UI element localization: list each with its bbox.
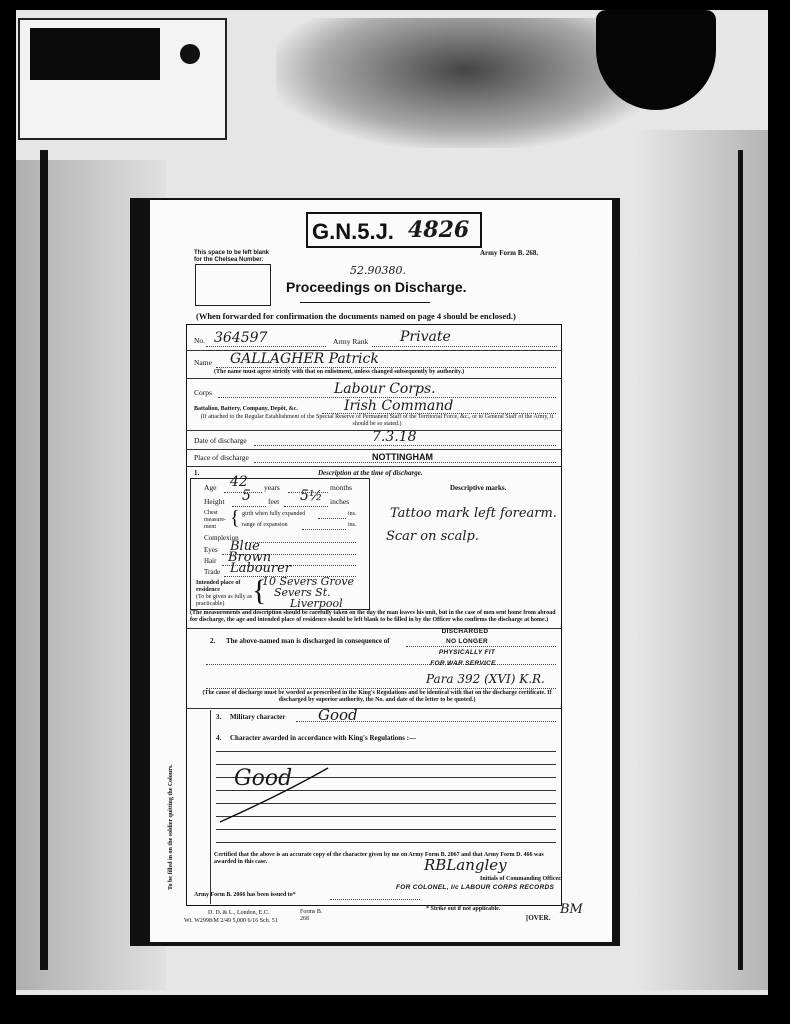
title-underline: [300, 302, 430, 303]
residence-label: Intended place of residence: [196, 580, 241, 593]
character-line: [216, 751, 556, 752]
marks-line-1: Tattoo mark left forearm.: [390, 506, 557, 521]
date-of-discharge: 7.3.18: [372, 429, 417, 445]
military-character-label: Military character: [230, 713, 286, 721]
range-ins-label: ins.: [348, 522, 357, 528]
marks-line-2: Scar on scalp.: [386, 529, 479, 544]
complexion-line: [246, 542, 356, 543]
clerk-initials: BM: [560, 902, 583, 917]
discharge-note: (The cause of discharge must be worded as prescribed in the King's Regulations and be identical with that on the discharge certificate. If discharged by superior authority, the No. and date of the letter to be quoted.): [202, 690, 552, 703]
colours-side-note: To be filled in on the soldier quitting the Colours.: [168, 764, 174, 890]
hair-label: Hair: [204, 557, 217, 565]
residence-line-3: Liverpool: [290, 597, 343, 610]
reference-number: 4826: [408, 217, 470, 243]
unit-label: Battalion, Battery, Company, Depôt, &c.: [194, 406, 298, 412]
discharge-line-2: [206, 664, 556, 665]
marks-label: Descriptive marks.: [450, 484, 507, 492]
co-signature: RBLangley: [424, 856, 507, 874]
folder-edge: [738, 150, 743, 970]
army-form-number: Army Form B. 268.: [480, 249, 539, 257]
character-strike-line: [210, 760, 340, 830]
row-divider: [186, 449, 562, 450]
residence-note: (To be given as fully as practicable): [196, 594, 253, 607]
co-stamp: FOR COLONEL, I/c LABOUR CORPS RECORDS: [396, 884, 555, 891]
place-label: Place of discharge: [194, 453, 249, 462]
name-line: [216, 367, 556, 368]
range-label: range of expansion: [242, 522, 288, 528]
rank-line: [372, 346, 557, 347]
character-awarded-value: Good: [234, 766, 293, 791]
space-note: This space to be left blank for the Chelsea Number.: [194, 250, 270, 263]
corps-label: Corps: [194, 388, 212, 397]
months-label: months: [330, 483, 353, 492]
form-title: Proceedings on Discharge.: [286, 279, 467, 295]
initials-label: Initials of Commanding Officer.: [480, 876, 562, 882]
no-line: [206, 346, 326, 347]
discharge-stamp-1: DISCHARGED: [441, 628, 489, 635]
section-4-number: 4.: [216, 734, 222, 742]
discharge-text: The above-named man is discharged in consequence of: [226, 637, 390, 645]
army-rank: Private: [400, 329, 451, 345]
discharge-paragraph: Para 392 (XVI) K.R.: [426, 672, 545, 686]
inches-label: inches: [330, 497, 350, 506]
feet-label: feet: [268, 497, 280, 506]
corps-value: Labour Corps.: [334, 381, 436, 397]
eyes-value: Blue: [230, 539, 260, 554]
description-heading: Description at the time of discharge.: [318, 469, 423, 477]
discharge-stamp-3: PHYSICALLY FIT: [438, 649, 496, 656]
years-label: years: [264, 483, 280, 492]
height-inches: 5½: [300, 488, 323, 504]
girth-line: [318, 518, 346, 519]
trade-label: Trade: [204, 568, 221, 576]
form-code: Forms B. 268: [300, 909, 323, 922]
place-line: [254, 462, 556, 463]
unit-note: (If attached to the Regular Establishment of the Special Reserve of Permanent Staff of the Territorial Force, &c., or to General Staff of the Army, it should be so stated.): [200, 414, 554, 427]
discharge-form: [150, 200, 612, 942]
name-label: Name: [194, 358, 212, 367]
height-label: Height: [204, 497, 225, 506]
eyes-label: Eyes: [204, 546, 218, 554]
residence-brace: {: [252, 574, 267, 607]
place-of-discharge: NOTTINGHAM: [372, 452, 433, 462]
military-character-value: Good: [318, 706, 358, 724]
date-label: Date of discharge: [194, 436, 247, 445]
file-tab: [18, 18, 227, 140]
hair-value: Brown: [228, 550, 272, 565]
discharge-stamp-4: FOR WAR SERVICE: [430, 660, 496, 667]
row-divider: [186, 708, 562, 709]
section-3-number: 3.: [216, 713, 222, 721]
issued-text: Army Form B. 2066 has been issued to*: [194, 892, 296, 898]
soldier-number: 364597: [214, 330, 268, 346]
height-feet: 5: [242, 488, 251, 504]
name-note: (The name must agree strictly with that on enlistment, unless changed subsequently by authority.): [214, 369, 465, 375]
no-label: No.: [194, 336, 206, 345]
description-footnote: (The measurements and description should be carefully taken on the day the man leaves his unit, but in the case of men sent home from abroad for discharge, the age and intended place of residence should be left blank to be filled in by the Officer who confirms the discharge at home.): [190, 610, 556, 623]
soldier-name: GALLAGHER Patrick: [230, 351, 379, 367]
over-marker: [OVER.: [526, 914, 551, 922]
reference-stamp: G.N.5.J.: [312, 219, 394, 244]
date-line: [254, 445, 556, 446]
strike-note: * Strike out if not applicable.: [426, 906, 501, 912]
scan-stain: [636, 130, 768, 990]
age-label: Age: [204, 483, 217, 492]
character-awarded-label: Character awarded in accordance with King's Regulations :—: [230, 734, 416, 742]
age-value: 42: [230, 474, 248, 490]
discharge-line: [406, 646, 556, 647]
section-2-number: 2.: [210, 637, 216, 645]
file-tab-label-bar: [30, 28, 160, 80]
issued-line: [330, 899, 420, 900]
print-run: Wt. W2998/M 2/49 5,000 6/16 Sch. 51: [184, 918, 278, 924]
complexion-label: Complexion: [204, 534, 239, 542]
section-1-number: 1.: [194, 469, 200, 477]
trade-value: Labourer: [230, 561, 292, 576]
residence-line-2: Severs St.: [274, 586, 331, 599]
rank-label: Army Rank: [333, 337, 369, 346]
certification-text: Certified that the above is an accurate copy of the character given by me on Army Form B. 2067 and that Army Form D. 466 was awarded in this case.: [214, 852, 544, 865]
girth-label: girth when fully expanded: [242, 511, 306, 517]
handwritten-number: 52.90380.: [350, 264, 406, 277]
discharge-line-3: [206, 688, 556, 689]
printer-imprint: D. D. & L., London, E.C.: [208, 910, 270, 916]
inches-line: [284, 506, 328, 507]
unit-value: Irish Command: [344, 398, 454, 414]
folder-edge: [40, 150, 48, 970]
chest-brace: {: [230, 507, 240, 529]
character-line: [216, 842, 556, 843]
girth-ins-label: ins.: [348, 511, 357, 517]
discharge-stamp-2: NO LONGER: [445, 638, 489, 645]
forwarding-instruction: (When forwarded for confirmation the documents named on page 4 should be enclosed.): [196, 311, 516, 321]
residence-line-1: 10 Severs Grove: [262, 575, 355, 588]
chelsea-number-box: [195, 264, 271, 306]
range-line: [302, 529, 346, 530]
punch-hole: [180, 44, 200, 64]
chest-label: Chest measure- ment: [204, 510, 226, 530]
row-divider: [186, 378, 562, 379]
row-divider: [186, 466, 562, 467]
